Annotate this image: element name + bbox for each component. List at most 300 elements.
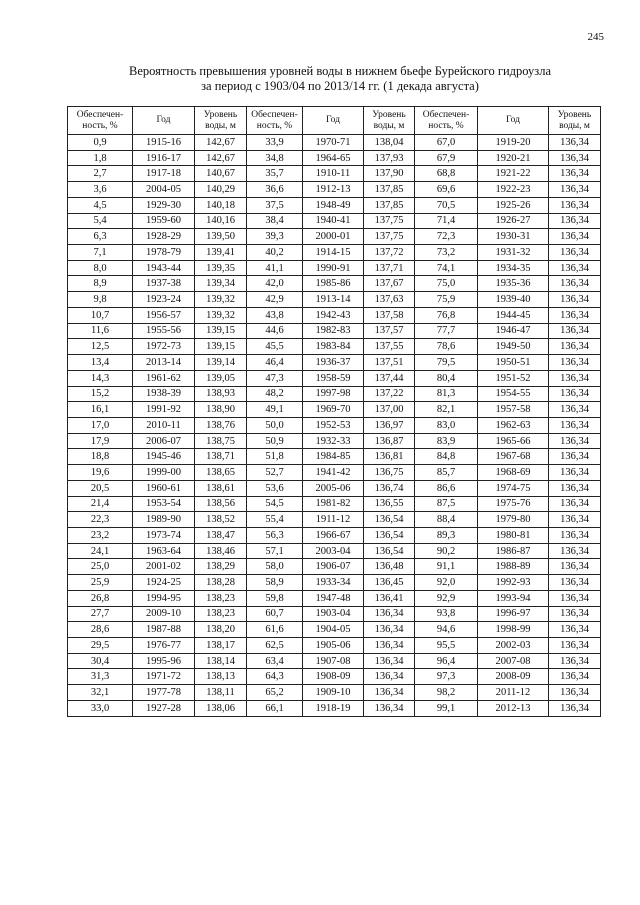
cell-year: 1929-30 bbox=[133, 197, 195, 213]
cell-probability: 62,5 bbox=[247, 638, 303, 654]
cell-probability: 29,5 bbox=[68, 638, 133, 654]
cell-level: 136,75 bbox=[364, 465, 415, 481]
cell-year: 1979-80 bbox=[478, 512, 549, 528]
cell-year: 1995-96 bbox=[133, 653, 195, 669]
cell-level: 136,34 bbox=[364, 622, 415, 638]
cell-level: 136,54 bbox=[364, 527, 415, 543]
table-row bbox=[68, 370, 601, 386]
cell-year: 1966-67 bbox=[303, 527, 364, 543]
cell-probability: 43,8 bbox=[247, 307, 303, 323]
cell-level: 136,34 bbox=[549, 245, 601, 261]
cell-probability: 70,5 bbox=[415, 197, 478, 213]
column-header-line: Год bbox=[326, 115, 340, 125]
column-header-line: воды, м bbox=[373, 120, 405, 131]
cell-probability: 94,6 bbox=[415, 622, 478, 638]
cell-probability: 32,1 bbox=[68, 685, 133, 701]
table-header-row bbox=[68, 107, 601, 135]
cell-year: 1923-24 bbox=[133, 292, 195, 308]
cell-level: 136,34 bbox=[549, 575, 601, 591]
cell-level: 136,45 bbox=[364, 575, 415, 591]
table-row bbox=[68, 700, 601, 716]
cell-year: 2004-05 bbox=[133, 182, 195, 198]
table-row bbox=[68, 402, 601, 418]
cell-level: 136,34 bbox=[549, 622, 601, 638]
cell-level: 139,05 bbox=[195, 370, 247, 386]
column-header-level bbox=[364, 107, 415, 135]
cell-year: 1991-92 bbox=[133, 402, 195, 418]
cell-level: 137,00 bbox=[364, 402, 415, 418]
cell-year: 1942-43 bbox=[303, 307, 364, 323]
cell-year: 1906-07 bbox=[303, 559, 364, 575]
cell-year: 1949-50 bbox=[478, 339, 549, 355]
cell-level: 137,90 bbox=[364, 166, 415, 182]
table-row bbox=[68, 213, 601, 229]
cell-probability: 58,9 bbox=[247, 575, 303, 591]
cell-probability: 17,9 bbox=[68, 433, 133, 449]
cell-level: 138,71 bbox=[195, 449, 247, 465]
column-header-line: ность, % bbox=[428, 120, 464, 131]
cell-probability: 6,3 bbox=[68, 229, 133, 245]
cell-year: 1907-08 bbox=[303, 653, 364, 669]
cell-level: 136,34 bbox=[549, 182, 601, 198]
cell-level: 138,56 bbox=[195, 496, 247, 512]
cell-probability: 93,8 bbox=[415, 606, 478, 622]
cell-probability: 80,4 bbox=[415, 370, 478, 386]
column-header-line: Обеспечен- bbox=[76, 109, 124, 120]
cell-level: 136,34 bbox=[549, 433, 601, 449]
cell-level: 139,41 bbox=[195, 245, 247, 261]
cell-year: 1957-58 bbox=[478, 402, 549, 418]
table-row bbox=[68, 276, 601, 292]
document-title bbox=[70, 64, 610, 94]
table-row bbox=[68, 685, 601, 701]
cell-probability: 33,9 bbox=[247, 135, 303, 151]
cell-year: 1958-59 bbox=[303, 370, 364, 386]
cell-level: 138,04 bbox=[364, 135, 415, 151]
cell-level: 137,58 bbox=[364, 307, 415, 323]
cell-level: 136,34 bbox=[549, 276, 601, 292]
cell-year: 1988-89 bbox=[478, 559, 549, 575]
cell-year: 1944-45 bbox=[478, 307, 549, 323]
cell-probability: 78,6 bbox=[415, 339, 478, 355]
cell-probability: 54,5 bbox=[247, 496, 303, 512]
cell-level: 139,15 bbox=[195, 339, 247, 355]
cell-year: 1932-33 bbox=[303, 433, 364, 449]
cell-year: 1919-20 bbox=[478, 135, 549, 151]
cell-level: 136,34 bbox=[549, 449, 601, 465]
cell-probability: 0,9 bbox=[68, 135, 133, 151]
cell-probability: 69,6 bbox=[415, 182, 478, 198]
cell-probability: 66,1 bbox=[247, 700, 303, 716]
cell-probability: 65,2 bbox=[247, 685, 303, 701]
cell-probability: 23,2 bbox=[68, 527, 133, 543]
table-row bbox=[68, 166, 601, 182]
cell-year: 1982-83 bbox=[303, 323, 364, 339]
cell-probability: 51,8 bbox=[247, 449, 303, 465]
cell-level: 137,93 bbox=[364, 150, 415, 166]
cell-year: 2011-12 bbox=[478, 685, 549, 701]
column-header-line: ность, % bbox=[256, 120, 293, 131]
cell-probability: 42,9 bbox=[247, 292, 303, 308]
column-header-line: Обеспечен- bbox=[251, 109, 298, 120]
cell-probability: 7,1 bbox=[68, 245, 133, 261]
cell-year: 1926-27 bbox=[478, 213, 549, 229]
cell-year: 1971-72 bbox=[133, 669, 195, 685]
cell-year: 2007-08 bbox=[478, 653, 549, 669]
cell-probability: 14,3 bbox=[68, 370, 133, 386]
cell-probability: 76,8 bbox=[415, 307, 478, 323]
cell-year: 2001-02 bbox=[133, 559, 195, 575]
cell-probability: 57,1 bbox=[247, 543, 303, 559]
cell-year: 1965-66 bbox=[478, 433, 549, 449]
cell-year: 1953-54 bbox=[133, 496, 195, 512]
water-level-probability-table bbox=[67, 106, 601, 717]
cell-year: 1956-57 bbox=[133, 307, 195, 323]
cell-year: 1986-87 bbox=[478, 543, 549, 559]
cell-level: 136,34 bbox=[549, 197, 601, 213]
cell-probability: 30,4 bbox=[68, 653, 133, 669]
cell-level: 137,51 bbox=[364, 355, 415, 371]
cell-probability: 90,2 bbox=[415, 543, 478, 559]
table-row bbox=[68, 292, 601, 308]
cell-probability: 17,0 bbox=[68, 417, 133, 433]
table-row bbox=[68, 229, 601, 245]
cell-year: 1980-81 bbox=[478, 527, 549, 543]
cell-level: 136,74 bbox=[364, 480, 415, 496]
cell-probability: 92,9 bbox=[415, 590, 478, 606]
cell-level: 136,34 bbox=[549, 135, 601, 151]
cell-level: 136,34 bbox=[549, 260, 601, 276]
cell-probability: 68,8 bbox=[415, 166, 478, 182]
cell-year: 2009-10 bbox=[133, 606, 195, 622]
cell-level: 136,34 bbox=[549, 292, 601, 308]
column-header-line: воды, м bbox=[559, 120, 590, 131]
table-row bbox=[68, 433, 601, 449]
cell-probability: 13,4 bbox=[68, 355, 133, 371]
cell-year: 1910-11 bbox=[303, 166, 364, 182]
cell-probability: 35,7 bbox=[247, 166, 303, 182]
table-row bbox=[68, 622, 601, 638]
cell-level: 136,54 bbox=[364, 543, 415, 559]
cell-year: 1978-79 bbox=[133, 245, 195, 261]
cell-level: 138,52 bbox=[195, 512, 247, 528]
cell-probability: 55,4 bbox=[247, 512, 303, 528]
cell-year: 1928-29 bbox=[133, 229, 195, 245]
cell-year: 1987-88 bbox=[133, 622, 195, 638]
cell-probability: 61,6 bbox=[247, 622, 303, 638]
cell-year: 1993-94 bbox=[478, 590, 549, 606]
cell-probability: 44,6 bbox=[247, 323, 303, 339]
cell-level: 137,72 bbox=[364, 245, 415, 261]
cell-level: 137,85 bbox=[364, 182, 415, 198]
cell-level: 136,34 bbox=[549, 370, 601, 386]
cell-year: 1946-47 bbox=[478, 323, 549, 339]
cell-probability: 5,4 bbox=[68, 213, 133, 229]
cell-year: 1934-35 bbox=[478, 260, 549, 276]
cell-probability: 19,6 bbox=[68, 465, 133, 481]
table-row bbox=[68, 559, 601, 575]
table-row bbox=[68, 527, 601, 543]
table-row bbox=[68, 465, 601, 481]
cell-year: 2013-14 bbox=[133, 355, 195, 371]
cell-probability: 37,5 bbox=[247, 197, 303, 213]
cell-level: 138,06 bbox=[195, 700, 247, 716]
cell-level: 137,67 bbox=[364, 276, 415, 292]
cell-year: 1931-32 bbox=[478, 245, 549, 261]
cell-probability: 97,3 bbox=[415, 669, 478, 685]
cell-level: 142,67 bbox=[195, 150, 247, 166]
cell-year: 1963-64 bbox=[133, 543, 195, 559]
cell-level: 136,34 bbox=[549, 339, 601, 355]
cell-year: 1950-51 bbox=[478, 355, 549, 371]
cell-year: 1975-76 bbox=[478, 496, 549, 512]
cell-probability: 27,7 bbox=[68, 606, 133, 622]
cell-level: 136,87 bbox=[364, 433, 415, 449]
cell-level: 138,11 bbox=[195, 685, 247, 701]
cell-probability: 67,0 bbox=[415, 135, 478, 151]
cell-probability: 20,5 bbox=[68, 480, 133, 496]
cell-year: 1948-49 bbox=[303, 197, 364, 213]
cell-level: 139,35 bbox=[195, 260, 247, 276]
cell-year: 1925-26 bbox=[478, 197, 549, 213]
cell-level: 140,16 bbox=[195, 213, 247, 229]
cell-probability: 9,8 bbox=[68, 292, 133, 308]
cell-probability: 8,0 bbox=[68, 260, 133, 276]
cell-level: 136,34 bbox=[364, 700, 415, 716]
cell-level: 138,13 bbox=[195, 669, 247, 685]
cell-probability: 46,4 bbox=[247, 355, 303, 371]
column-header-year bbox=[133, 107, 195, 135]
cell-year: 1999-00 bbox=[133, 465, 195, 481]
cell-level: 136,34 bbox=[364, 685, 415, 701]
cell-year: 1960-61 bbox=[133, 480, 195, 496]
cell-probability: 15,2 bbox=[68, 386, 133, 402]
table-row bbox=[68, 417, 601, 433]
cell-probability: 11,6 bbox=[68, 323, 133, 339]
cell-probability: 56,3 bbox=[247, 527, 303, 543]
cell-probability: 87,5 bbox=[415, 496, 478, 512]
cell-year: 1922-23 bbox=[478, 182, 549, 198]
cell-level: 140,67 bbox=[195, 166, 247, 182]
cell-probability: 28,6 bbox=[68, 622, 133, 638]
cell-year: 1938-39 bbox=[133, 386, 195, 402]
cell-level: 137,75 bbox=[364, 213, 415, 229]
cell-probability: 64,3 bbox=[247, 669, 303, 685]
cell-level: 136,34 bbox=[549, 307, 601, 323]
cell-probability: 52,7 bbox=[247, 465, 303, 481]
cell-probability: 49,1 bbox=[247, 402, 303, 418]
cell-year: 1972-73 bbox=[133, 339, 195, 355]
cell-level: 139,32 bbox=[195, 292, 247, 308]
cell-year: 1961-62 bbox=[133, 370, 195, 386]
cell-level: 138,47 bbox=[195, 527, 247, 543]
cell-level: 142,67 bbox=[195, 135, 247, 151]
cell-level: 138,20 bbox=[195, 622, 247, 638]
cell-year: 1915-16 bbox=[133, 135, 195, 151]
cell-year: 1984-85 bbox=[303, 449, 364, 465]
cell-level: 138,28 bbox=[195, 575, 247, 591]
cell-probability: 77,7 bbox=[415, 323, 478, 339]
cell-level: 138,14 bbox=[195, 653, 247, 669]
cell-level: 138,76 bbox=[195, 417, 247, 433]
column-header-line: Обеспечен- bbox=[422, 109, 470, 120]
table-row bbox=[68, 182, 601, 198]
cell-probability: 60,7 bbox=[247, 606, 303, 622]
cell-level: 136,34 bbox=[549, 386, 601, 402]
table-row bbox=[68, 575, 601, 591]
cell-year: 1977-78 bbox=[133, 685, 195, 701]
cell-probability: 25,9 bbox=[68, 575, 133, 591]
cell-probability: 85,7 bbox=[415, 465, 478, 481]
cell-level: 136,41 bbox=[364, 590, 415, 606]
cell-probability: 45,5 bbox=[247, 339, 303, 355]
table-row bbox=[68, 355, 601, 371]
cell-year: 1945-46 bbox=[133, 449, 195, 465]
cell-year: 1959-60 bbox=[133, 213, 195, 229]
column-header-line: Уровень bbox=[557, 109, 592, 120]
cell-year: 1996-97 bbox=[478, 606, 549, 622]
column-header-level bbox=[549, 107, 601, 135]
cell-level: 138,23 bbox=[195, 590, 247, 606]
table-row bbox=[68, 590, 601, 606]
table-row bbox=[68, 307, 601, 323]
cell-probability: 75,0 bbox=[415, 276, 478, 292]
cell-year: 1974-75 bbox=[478, 480, 549, 496]
cell-year: 1939-40 bbox=[478, 292, 549, 308]
cell-level: 138,17 bbox=[195, 638, 247, 654]
table-row bbox=[68, 638, 601, 654]
cell-level: 137,75 bbox=[364, 229, 415, 245]
table-row bbox=[68, 496, 601, 512]
cell-level: 136,34 bbox=[549, 480, 601, 496]
cell-year: 1940-41 bbox=[303, 213, 364, 229]
cell-probability: 33,0 bbox=[68, 700, 133, 716]
cell-level: 139,15 bbox=[195, 323, 247, 339]
cell-probability: 41,1 bbox=[247, 260, 303, 276]
cell-level: 136,34 bbox=[549, 606, 601, 622]
cell-level: 136,34 bbox=[364, 653, 415, 669]
cell-year: 1994-95 bbox=[133, 590, 195, 606]
table-row bbox=[68, 669, 601, 685]
cell-level: 138,46 bbox=[195, 543, 247, 559]
cell-year: 1947-48 bbox=[303, 590, 364, 606]
cell-probability: 38,4 bbox=[247, 213, 303, 229]
cell-level: 137,57 bbox=[364, 323, 415, 339]
cell-level: 137,44 bbox=[364, 370, 415, 386]
cell-year: 1955-56 bbox=[133, 323, 195, 339]
table-row bbox=[68, 339, 601, 355]
cell-probability: 2,7 bbox=[68, 166, 133, 182]
cell-probability: 26,8 bbox=[68, 590, 133, 606]
cell-probability: 83,9 bbox=[415, 433, 478, 449]
cell-probability: 48,2 bbox=[247, 386, 303, 402]
cell-probability: 10,7 bbox=[68, 307, 133, 323]
cell-level: 136,34 bbox=[549, 166, 601, 182]
cell-level: 140,18 bbox=[195, 197, 247, 213]
cell-level: 136,55 bbox=[364, 496, 415, 512]
cell-year: 1903-04 bbox=[303, 606, 364, 622]
cell-level: 136,34 bbox=[549, 213, 601, 229]
cell-probability: 71,4 bbox=[415, 213, 478, 229]
cell-year: 1930-31 bbox=[478, 229, 549, 245]
cell-year: 1914-15 bbox=[303, 245, 364, 261]
cell-level: 136,34 bbox=[549, 496, 601, 512]
cell-year: 1976-77 bbox=[133, 638, 195, 654]
cell-year: 1904-05 bbox=[303, 622, 364, 638]
cell-year: 1943-44 bbox=[133, 260, 195, 276]
cell-probability: 91,1 bbox=[415, 559, 478, 575]
cell-probability: 21,4 bbox=[68, 496, 133, 512]
cell-probability: 50,9 bbox=[247, 433, 303, 449]
column-header-probability bbox=[415, 107, 478, 135]
cell-level: 138,75 bbox=[195, 433, 247, 449]
cell-year: 1951-52 bbox=[478, 370, 549, 386]
cell-year: 1983-84 bbox=[303, 339, 364, 355]
cell-year: 1917-18 bbox=[133, 166, 195, 182]
cell-level: 136,34 bbox=[549, 355, 601, 371]
cell-probability: 53,6 bbox=[247, 480, 303, 496]
cell-probability: 22,3 bbox=[68, 512, 133, 528]
table-row bbox=[68, 245, 601, 261]
cell-probability: 89,3 bbox=[415, 527, 478, 543]
cell-probability: 1,8 bbox=[68, 150, 133, 166]
cell-year: 1924-25 bbox=[133, 575, 195, 591]
cell-year: 1927-28 bbox=[133, 700, 195, 716]
cell-level: 139,34 bbox=[195, 276, 247, 292]
cell-level: 136,97 bbox=[364, 417, 415, 433]
cell-level: 139,14 bbox=[195, 355, 247, 371]
cell-level: 136,34 bbox=[549, 685, 601, 701]
cell-level: 136,54 bbox=[364, 512, 415, 528]
cell-probability: 50,0 bbox=[247, 417, 303, 433]
table-row bbox=[68, 512, 601, 528]
column-header-line: Год bbox=[506, 115, 520, 125]
cell-level: 138,90 bbox=[195, 402, 247, 418]
cell-year: 1936-37 bbox=[303, 355, 364, 371]
cell-year: 1997-98 bbox=[303, 386, 364, 402]
cell-level: 138,23 bbox=[195, 606, 247, 622]
cell-level: 136,34 bbox=[549, 323, 601, 339]
cell-level: 136,34 bbox=[549, 402, 601, 418]
cell-probability: 83,0 bbox=[415, 417, 478, 433]
cell-probability: 79,5 bbox=[415, 355, 478, 371]
cell-level: 136,34 bbox=[364, 606, 415, 622]
cell-year: 1909-10 bbox=[303, 685, 364, 701]
cell-probability: 99,1 bbox=[415, 700, 478, 716]
column-header-line: воды, м bbox=[205, 120, 236, 131]
column-header-probability bbox=[68, 107, 133, 135]
cell-level: 138,65 bbox=[195, 465, 247, 481]
table-body bbox=[68, 135, 601, 717]
cell-probability: 92,0 bbox=[415, 575, 478, 591]
cell-year: 1964-65 bbox=[303, 150, 364, 166]
cell-probability: 63,4 bbox=[247, 653, 303, 669]
cell-probability: 4,5 bbox=[68, 197, 133, 213]
cell-level: 136,34 bbox=[549, 700, 601, 716]
cell-probability: 36,6 bbox=[247, 182, 303, 198]
cell-year: 1937-38 bbox=[133, 276, 195, 292]
cell-year: 1911-12 bbox=[303, 512, 364, 528]
cell-probability: 82,1 bbox=[415, 402, 478, 418]
cell-year: 1969-70 bbox=[303, 402, 364, 418]
cell-level: 137,55 bbox=[364, 339, 415, 355]
cell-level: 138,29 bbox=[195, 559, 247, 575]
cell-level: 136,34 bbox=[364, 638, 415, 654]
cell-level: 136,34 bbox=[549, 543, 601, 559]
cell-probability: 58,0 bbox=[247, 559, 303, 575]
cell-year: 2000-01 bbox=[303, 229, 364, 245]
table-row bbox=[68, 480, 601, 496]
